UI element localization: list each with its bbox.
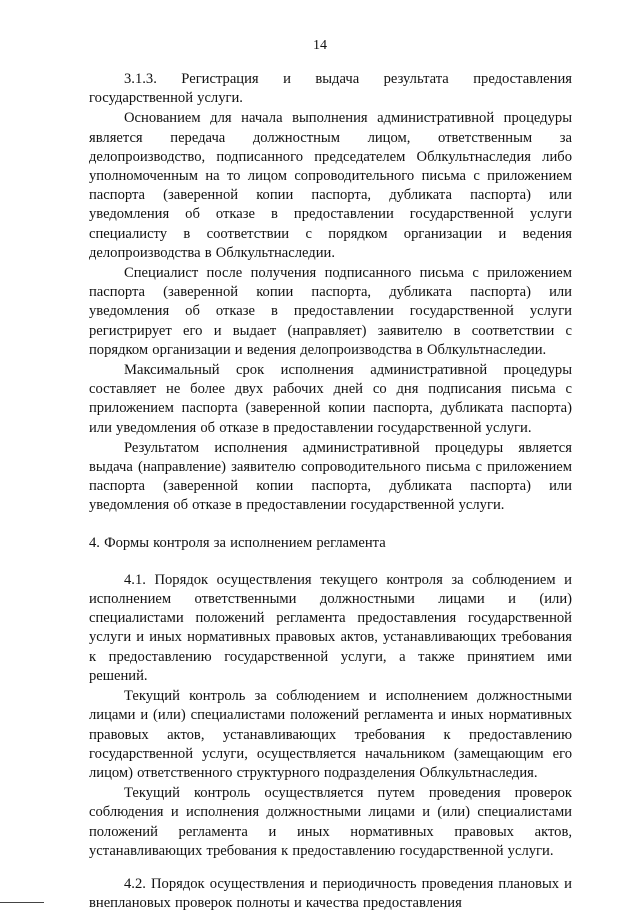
page-number: 14 — [313, 38, 327, 53]
chapter-heading: 4. Формы контроля за исполнением регламента — [89, 534, 386, 551]
paragraph-basis: Основанием для начала выполнения административной процедуры является передача должностным лицом, ответственным за делопроизводство, подписанного председателем Облкультнаследия либо уполномоченным на то лицом сопроводительного письма с приложением паспорта (заверенной копии паспорта, дубликата паспорта) или уведомления об отказе в предоставлении государственной услуги специалисту в соответствии с порядком организации и ведения делопроизводства в Облкультнаследии. — [89, 110, 572, 261]
paragraph-current-control: Текущий контроль за соблюдением и исполнением должностными лицами и (или) специалистами положений регламента и иных нормативных правовых актов, устанавливающих требования к предоставлению государственной услуги, осуществляется начальником (замещающим его лицом) ответственного структурного подразделения Облкультнаследия. — [89, 688, 572, 781]
footer-divider — [0, 902, 44, 903]
paragraph-4-2: 4.2. Порядок осуществления и периодичность проведения плановых и внеплановых проверок полноты и качества предоставления — [89, 875, 572, 912]
document-body — [89, 70, 572, 913]
paragraph-4-1: 4.1. Порядок осуществления текущего контроля за соблюдением и исполнением ответственными должностными лицами и (или) специалистами положений регламента предоставления государственной услуги и иных нормативных правовых актов, устанавливающих требования к предоставлению государственной услуги, а также принятием ими решений. — [89, 571, 572, 684]
subsection-title: 3.1.3. Регистрация и выдача результата предоставления государственной услуги. — [89, 71, 572, 107]
paragraph-specialist: Специалист после получения подписанного письма с приложением паспорта (заверенной копии паспорта, дубликата паспорта) или уведомления об отказе в предоставлении государственной услуги регистрирует его и выдает (направляет) заявителю в соответствии с порядком организации и ведения делопроизводства в Облкультнаследии. — [89, 265, 572, 358]
paragraph-result: Результатом исполнения административной процедуры является выдача (направление) заявителю сопроводительного письма с приложением паспорта (заверенной копии паспорта, дубликата паспорта) или уведомления об отказе в предоставлении государственной услуги. — [89, 439, 572, 514]
paragraph-max-term: Максимальный срок исполнения административной процедуры составляет не более двух рабочих дней со дня подписания письма с приложением паспорта (заверенной копии паспорта, дубликата паспорта) или уведомления об отказе в предоставлении государственной услуги. — [89, 362, 572, 436]
paragraph-control-method: Текущий контроль осуществляется путем проведения проверок соблюдения и исполнения должностными лицами и (или) специалистами положений регламента и иных нормативных правовых актов, устанавливающих требования к предоставлению государственной услуги. — [89, 785, 572, 859]
